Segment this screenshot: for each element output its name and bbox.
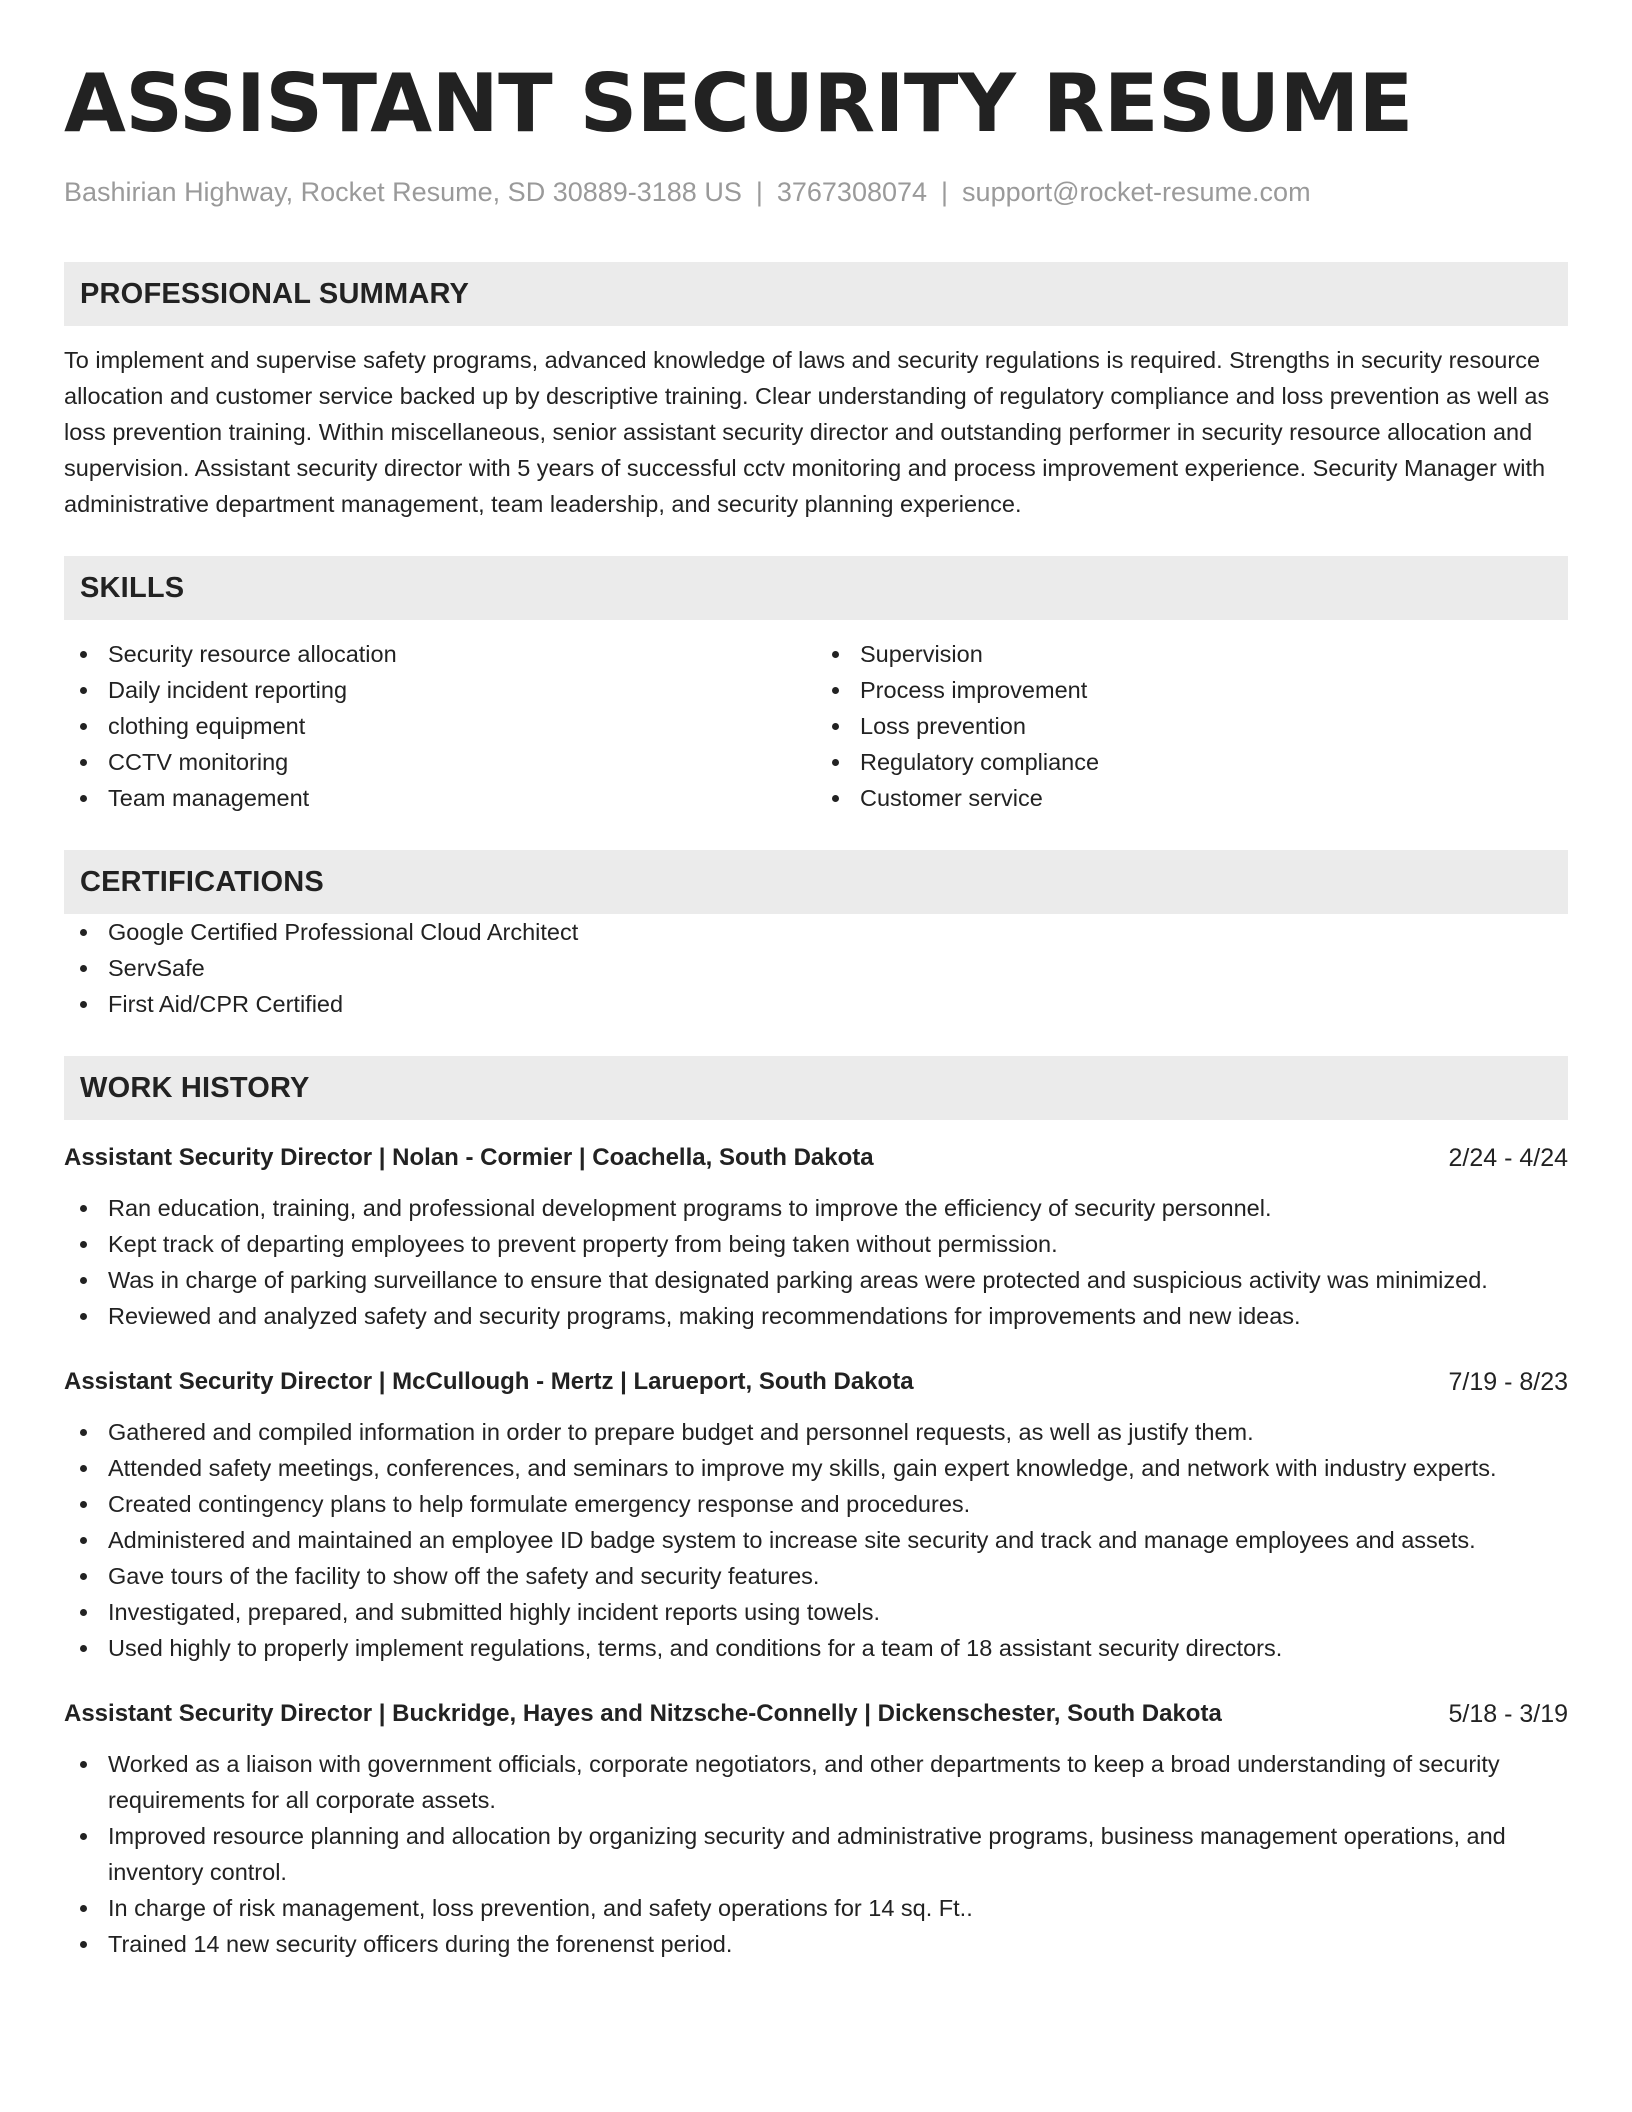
job-bullet: In charge of risk management, loss prevention, and safety operations for 14 sq. Ft.. bbox=[64, 1890, 1568, 1926]
skill-item: Customer service bbox=[816, 780, 1568, 816]
section-header-certifications: CERTIFICATIONS bbox=[64, 850, 1568, 914]
job-bullet: Gathered and compiled information in order to prepare budget and personnel requests, as well as justify them. bbox=[64, 1414, 1568, 1450]
job-bullet: Administered and maintained an employee ID badge system to increase site security and track and manage employees and assets. bbox=[64, 1522, 1568, 1558]
job-bullet: Investigated, prepared, and submitted highly incident reports using towels. bbox=[64, 1594, 1568, 1630]
section-header-skills: SKILLS bbox=[64, 556, 1568, 620]
resume-title: ASSISTANT SECURITY RESUME bbox=[64, 57, 1413, 150]
job-bullets bbox=[64, 1190, 1568, 1334]
skill-item: Regulatory compliance bbox=[816, 744, 1568, 780]
job-header bbox=[64, 1364, 1568, 1400]
job-bullet: Reviewed and analyzed safety and security programs, making recommendations for improvements and new ideas. bbox=[64, 1298, 1568, 1334]
skills-list-right bbox=[816, 636, 1568, 816]
skill-item: Team management bbox=[64, 780, 816, 816]
job-bullet: Ran education, training, and professional development programs to improve the efficiency of security personnel. bbox=[64, 1190, 1568, 1226]
job-dates: 7/19 - 8/23 bbox=[1448, 1368, 1568, 1396]
contact-separator: | bbox=[755, 177, 763, 207]
job-bullet: Created contingency plans to help formulate emergency response and procedures. bbox=[64, 1486, 1568, 1522]
skills-column-right bbox=[816, 636, 1568, 816]
job-header bbox=[64, 1696, 1568, 1732]
contact-email: support@rocket-resume.com bbox=[962, 177, 1311, 207]
job-bullet: Gave tours of the facility to show off the safety and security features. bbox=[64, 1558, 1568, 1594]
skills-grid bbox=[64, 636, 1568, 816]
job-bullet: Attended safety meetings, conferences, and seminars to improve my skills, gain expert knowledge, and network with industry experts. bbox=[64, 1450, 1568, 1486]
certification-item: ServSafe bbox=[64, 950, 1568, 986]
job-bullets bbox=[64, 1414, 1568, 1666]
skill-item: clothing equipment bbox=[64, 708, 816, 744]
contact-address: Bashirian Highway, Rocket Resume, SD 30889-3188 US bbox=[64, 177, 742, 207]
job-title: Assistant Security Director | McCullough - Mertz | Larueport, South Dakota bbox=[64, 1368, 914, 1395]
job-entry bbox=[64, 1140, 1568, 1334]
job-bullet: Kept track of departing employees to prevent property from being taken without permission. bbox=[64, 1226, 1568, 1262]
job-bullet: Worked as a liaison with government officials, corporate negotiators, and other departments to keep a broad understanding of security requirements for all corporate assets. bbox=[64, 1746, 1568, 1818]
certification-item: Google Certified Professional Cloud Architect bbox=[64, 914, 1568, 950]
skill-item: CCTV monitoring bbox=[64, 744, 816, 780]
certification-item: First Aid/CPR Certified bbox=[64, 986, 1568, 1022]
job-header bbox=[64, 1140, 1568, 1176]
job-entry bbox=[64, 1696, 1568, 1962]
skill-item: Loss prevention bbox=[816, 708, 1568, 744]
job-bullet: Trained 14 new security officers during the forenenst period. bbox=[64, 1926, 1568, 1962]
summary-text: To implement and supervise safety programs, advanced knowledge of laws and security regulations is required. Strengths in security resource allocation and customer service backed up by descriptive training. Clear understanding of regulatory compliance and loss prevention as well as loss prevention training. Within miscellaneous, senior assistant security director and outstanding performer in security resource allocation and supervision. Assistant security director with 5 years of successful cctv monitoring and process improvement experience. Security Manager with administrative department management, team leadership, and security planning experience. bbox=[64, 347, 1550, 517]
job-bullet: Used highly to properly implement regulations, terms, and conditions for a team of 18 assistant security directors. bbox=[64, 1630, 1568, 1666]
certifications-list bbox=[64, 914, 1568, 1022]
section-header-work-history: WORK HISTORY bbox=[64, 1056, 1568, 1120]
job-bullets bbox=[64, 1746, 1568, 1962]
skill-item: Daily incident reporting bbox=[64, 672, 816, 708]
job-entry bbox=[64, 1364, 1568, 1666]
job-title: Assistant Security Director | Buckridge, Hayes and Nitzsche-Connelly | Dickenschester, South Dakota bbox=[64, 1700, 1222, 1727]
skill-item: Supervision bbox=[816, 636, 1568, 672]
skill-item: Security resource allocation bbox=[64, 636, 816, 672]
job-dates: 2/24 - 4/24 bbox=[1448, 1144, 1568, 1172]
skills-column-left bbox=[64, 636, 816, 816]
job-title: Assistant Security Director | Nolan - Cormier | Coachella, South Dakota bbox=[64, 1144, 874, 1171]
job-bullet: Was in charge of parking surveillance to ensure that designated parking areas were protected and suspicious activity was minimized. bbox=[64, 1262, 1568, 1298]
skills-list-left bbox=[64, 636, 816, 816]
contact-separator: | bbox=[941, 177, 949, 207]
job-dates: 5/18 - 3/19 bbox=[1448, 1700, 1568, 1728]
contact-line bbox=[64, 174, 1568, 210]
section-header-summary: PROFESSIONAL SUMMARY bbox=[64, 262, 1568, 326]
contact-phone: 3767308074 bbox=[776, 177, 928, 207]
job-bullet: Improved resource planning and allocation by organizing security and administrative programs, business management operations, and inventory control. bbox=[64, 1818, 1568, 1890]
skill-item: Process improvement bbox=[816, 672, 1568, 708]
